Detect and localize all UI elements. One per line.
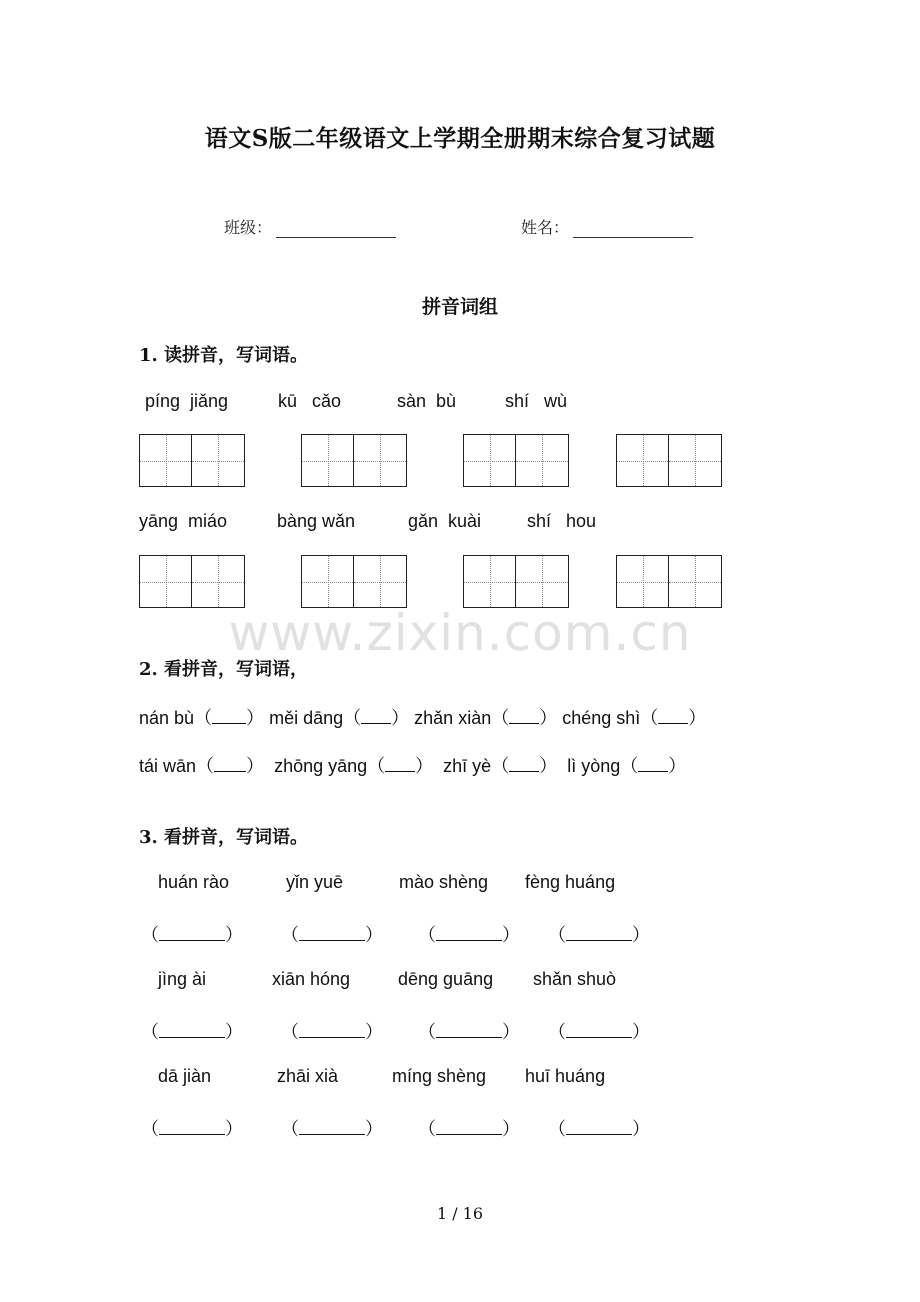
pinyin-item: míng shèng	[392, 1066, 487, 1086]
open-paren: （	[620, 756, 639, 776]
close-paren: ）	[668, 756, 687, 776]
pinyin-item: huī huáng	[525, 1066, 606, 1086]
section-title: 拼音词组	[421, 296, 498, 318]
close-paren: ）	[391, 708, 410, 728]
open-paren: （	[343, 708, 362, 728]
answer-blank[interactable]	[509, 757, 539, 772]
answer-blank[interactable]	[214, 757, 246, 772]
answer-blank[interactable]	[212, 709, 246, 724]
writing-grid[interactable]	[463, 434, 569, 487]
question-1-heading: 1. 读拼音，写词语。	[139, 345, 309, 366]
pinyin-item: píng jiǎng	[145, 391, 229, 411]
pinyin-item: jìng ài	[158, 969, 207, 989]
pinyin-item: tái wān	[139, 756, 197, 776]
answer-slot: （ ）	[548, 1119, 650, 1139]
answer-slot: （ ）	[141, 925, 243, 945]
answer-blank[interactable]	[436, 1023, 502, 1038]
close-paren: ）	[539, 756, 558, 776]
pinyin-item: shí wù	[505, 391, 568, 411]
class-label: 班级：	[224, 218, 273, 237]
answer-blank[interactable]	[159, 926, 225, 941]
answer-slot: （ ）	[548, 1022, 650, 1042]
pinyin-item: huán rào	[158, 872, 230, 892]
answer-slot: （ ）	[418, 1119, 520, 1139]
pinyin-item: gǎn kuài	[408, 511, 482, 531]
pinyin-item: shí hou	[527, 511, 597, 531]
fill-row	[139, 704, 706, 730]
pinyin-item: shǎn shuò	[533, 969, 617, 989]
class-field	[224, 215, 396, 238]
name-label: 姓名：	[521, 218, 570, 237]
writing-grid[interactable]	[616, 555, 722, 608]
open-paren: （	[491, 756, 510, 776]
close-paren: ）	[246, 708, 265, 728]
close-paren: ）	[688, 708, 707, 728]
answer-slot: （ ）	[141, 1119, 243, 1139]
fill-row	[139, 752, 686, 778]
answer-blank[interactable]	[436, 926, 502, 941]
name-field	[521, 215, 693, 238]
page-number: 1 / 16	[436, 1204, 484, 1223]
open-paren: （	[196, 756, 215, 776]
answer-slot: （ ）	[418, 1022, 520, 1042]
pinyin-item: měi dāng	[269, 708, 344, 728]
writing-grid[interactable]	[463, 555, 569, 608]
open-paren: （	[194, 708, 213, 728]
pinyin-item: sàn bù	[397, 391, 457, 411]
answer-blank[interactable]	[385, 757, 415, 772]
pinyin-item: zhāi xià	[277, 1066, 339, 1086]
answer-blank[interactable]	[299, 1023, 365, 1038]
writing-grid[interactable]	[139, 555, 245, 608]
pinyin-item: lì yòng	[567, 756, 621, 776]
pinyin-item: dā jiàn	[158, 1066, 212, 1086]
pinyin-item: kū cǎo	[278, 391, 342, 411]
answer-blank[interactable]	[436, 1120, 502, 1135]
class-blank[interactable]	[276, 221, 396, 238]
answer-slot: （ ）	[281, 1119, 383, 1139]
answer-blank[interactable]	[361, 709, 391, 724]
answer-blank[interactable]	[159, 1023, 225, 1038]
writing-grid[interactable]	[301, 555, 407, 608]
answer-blank[interactable]	[299, 1120, 365, 1135]
answer-blank[interactable]	[658, 709, 688, 724]
answer-blank[interactable]	[566, 1023, 632, 1038]
answer-slot: （ ）	[141, 1022, 243, 1042]
writing-grid[interactable]	[139, 434, 245, 487]
pinyin-item: xiān hóng	[272, 969, 351, 989]
name-blank[interactable]	[573, 221, 693, 238]
question-3-heading: 3. 看拼音，写词语。	[139, 827, 309, 848]
question-2-heading: 2. 看拼音，写词语，	[139, 659, 309, 680]
pinyin-item: zhōng yāng	[274, 756, 368, 776]
pinyin-item: zhǎn xiàn	[414, 708, 492, 728]
document-title: 语文S版二年级语文上学期全册期末综合复习试题	[204, 125, 716, 152]
close-paren: ）	[415, 756, 434, 776]
answer-blank[interactable]	[509, 709, 539, 724]
answer-blank[interactable]	[566, 1120, 632, 1135]
answer-blank[interactable]	[159, 1120, 225, 1135]
pinyin-item: chéng shì	[562, 708, 641, 728]
writing-grid[interactable]	[301, 434, 407, 487]
pinyin-item: zhī yè	[443, 756, 492, 776]
answer-slot: （ ）	[281, 1022, 383, 1042]
close-paren: ）	[539, 708, 558, 728]
pinyin-item: bàng wǎn	[277, 511, 356, 531]
open-paren: （	[367, 756, 386, 776]
watermark: www.zixin.com.cn	[228, 604, 692, 662]
pinyin-item: nán bù	[139, 708, 195, 728]
answer-slot: （ ）	[281, 925, 383, 945]
pinyin-item: mào shèng	[399, 872, 489, 892]
open-paren: （	[491, 708, 510, 728]
open-paren: （	[640, 708, 659, 728]
answer-slot: （ ）	[548, 925, 650, 945]
close-paren: ）	[246, 756, 265, 776]
answer-blank[interactable]	[299, 926, 365, 941]
pinyin-item: fèng huáng	[525, 872, 616, 892]
writing-grid[interactable]	[616, 434, 722, 487]
pinyin-item: dēng guāng	[398, 969, 494, 989]
pinyin-item: yǐn yuē	[286, 872, 344, 892]
answer-blank[interactable]	[566, 926, 632, 941]
answer-blank[interactable]	[638, 757, 668, 772]
pinyin-item: yāng miáo	[139, 511, 228, 531]
answer-slot: （ ）	[418, 925, 520, 945]
